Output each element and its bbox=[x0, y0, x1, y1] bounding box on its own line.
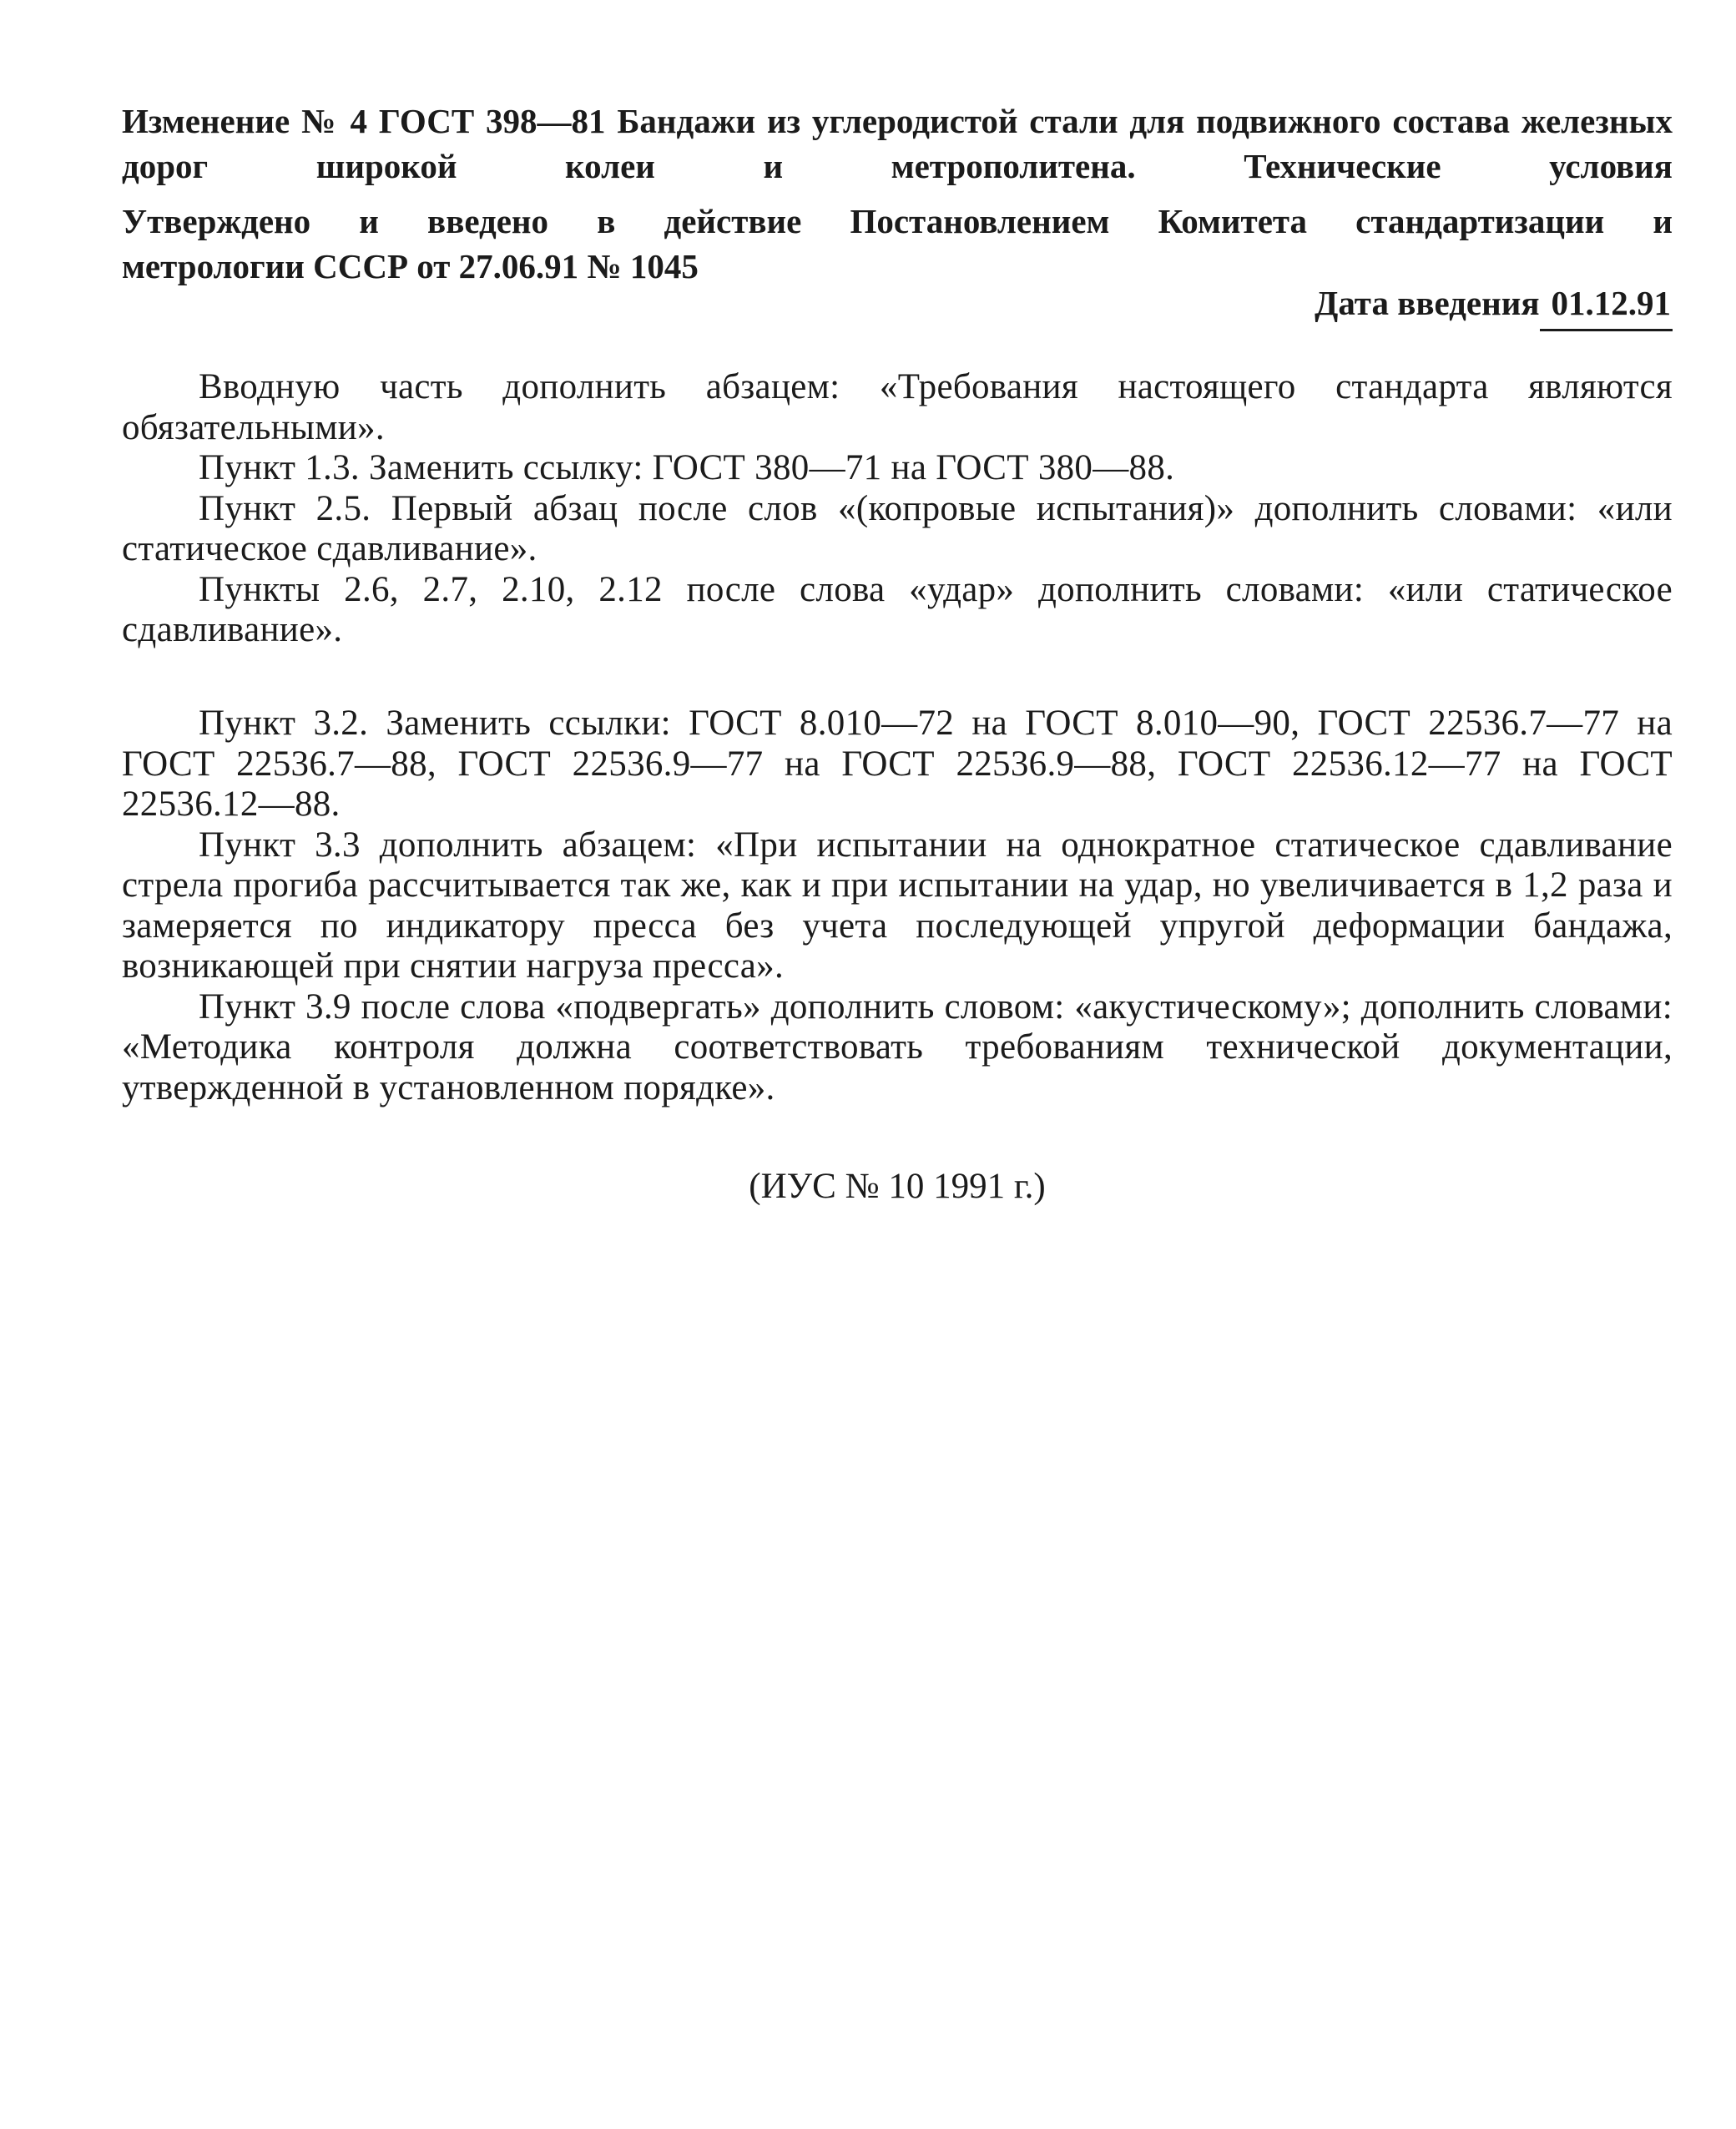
amendment-paragraph: Пункт 2.5. Первый абзац после слов «(копровые испытания)» дополнить словами: «или статическое сдавливание». bbox=[122, 488, 1673, 568]
effective-date-value: 01.12.91 bbox=[1540, 280, 1673, 331]
approval-statement bbox=[122, 199, 1673, 289]
approval-line-1: Утверждено и введено в действие Постановлением Комитета стандартизации и bbox=[122, 202, 1673, 240]
amendment-paragraph: Пункт 3.9 после слова «подвергать» дополнить словом: «акустическому»; дополнить словами: «Методика контроля должна соответствовать требованиям технической документации, утвержденной в установленном порядке». bbox=[122, 986, 1673, 1107]
amendments-section-2 bbox=[122, 704, 1673, 1108]
publication-source: (ИУС № 10 1991 г.) bbox=[749, 1167, 1046, 1206]
amendment-paragraph: Пункт 3.2. Заменить ссылки: ГОСТ 8.010—72 на ГОСТ 8.010—90, ГОСТ 22536.7—77 на ГОСТ 22536.7—88, ГОСТ 22536.9—77 на ГОСТ 22536.9—88, ГОСТ 22536.12—77 на ГОСТ 22536.12—88. bbox=[122, 704, 1673, 824]
approval-line-2: метрологии СССР от 27.06.91 № 1045 bbox=[122, 247, 699, 285]
amendment-paragraph: Пункты 2.6, 2.7, 2.10, 2.12 после слова «удар» дополнить словами: «или статическое сдавливание». bbox=[122, 569, 1673, 649]
amendment-paragraph: Пункт 3.3 дополнить абзацем: «При испытании на однократное статическое сдавливание стрела прогиба рассчитывается так же, как и при испытании на удар, но увеличивается в 1,2 раза и замеряется по индикатору пресса без учета последующей упругой деформации бандажа, возникающей при снятии нагруза пресса». bbox=[122, 825, 1673, 986]
amendments-section-1 bbox=[122, 367, 1673, 651]
effective-date bbox=[122, 280, 1673, 331]
effective-date-label: Дата введения bbox=[1315, 284, 1540, 322]
amendment-paragraph: Пункт 1.3. Заменить ссылку: ГОСТ 380—71 на ГОСТ 380—88. bbox=[199, 448, 1175, 487]
document-title: Изменение № 4 ГОСТ 398—81 Бандажи из углеродистой стали для подвижного состава железных дорог широкой колеи и метрополитена. Технические условия bbox=[122, 102, 1673, 185]
amendment-paragraph: Вводную часть дополнить абзацем: «Требования настоящего стандарта являются обязательными». bbox=[122, 367, 1673, 447]
